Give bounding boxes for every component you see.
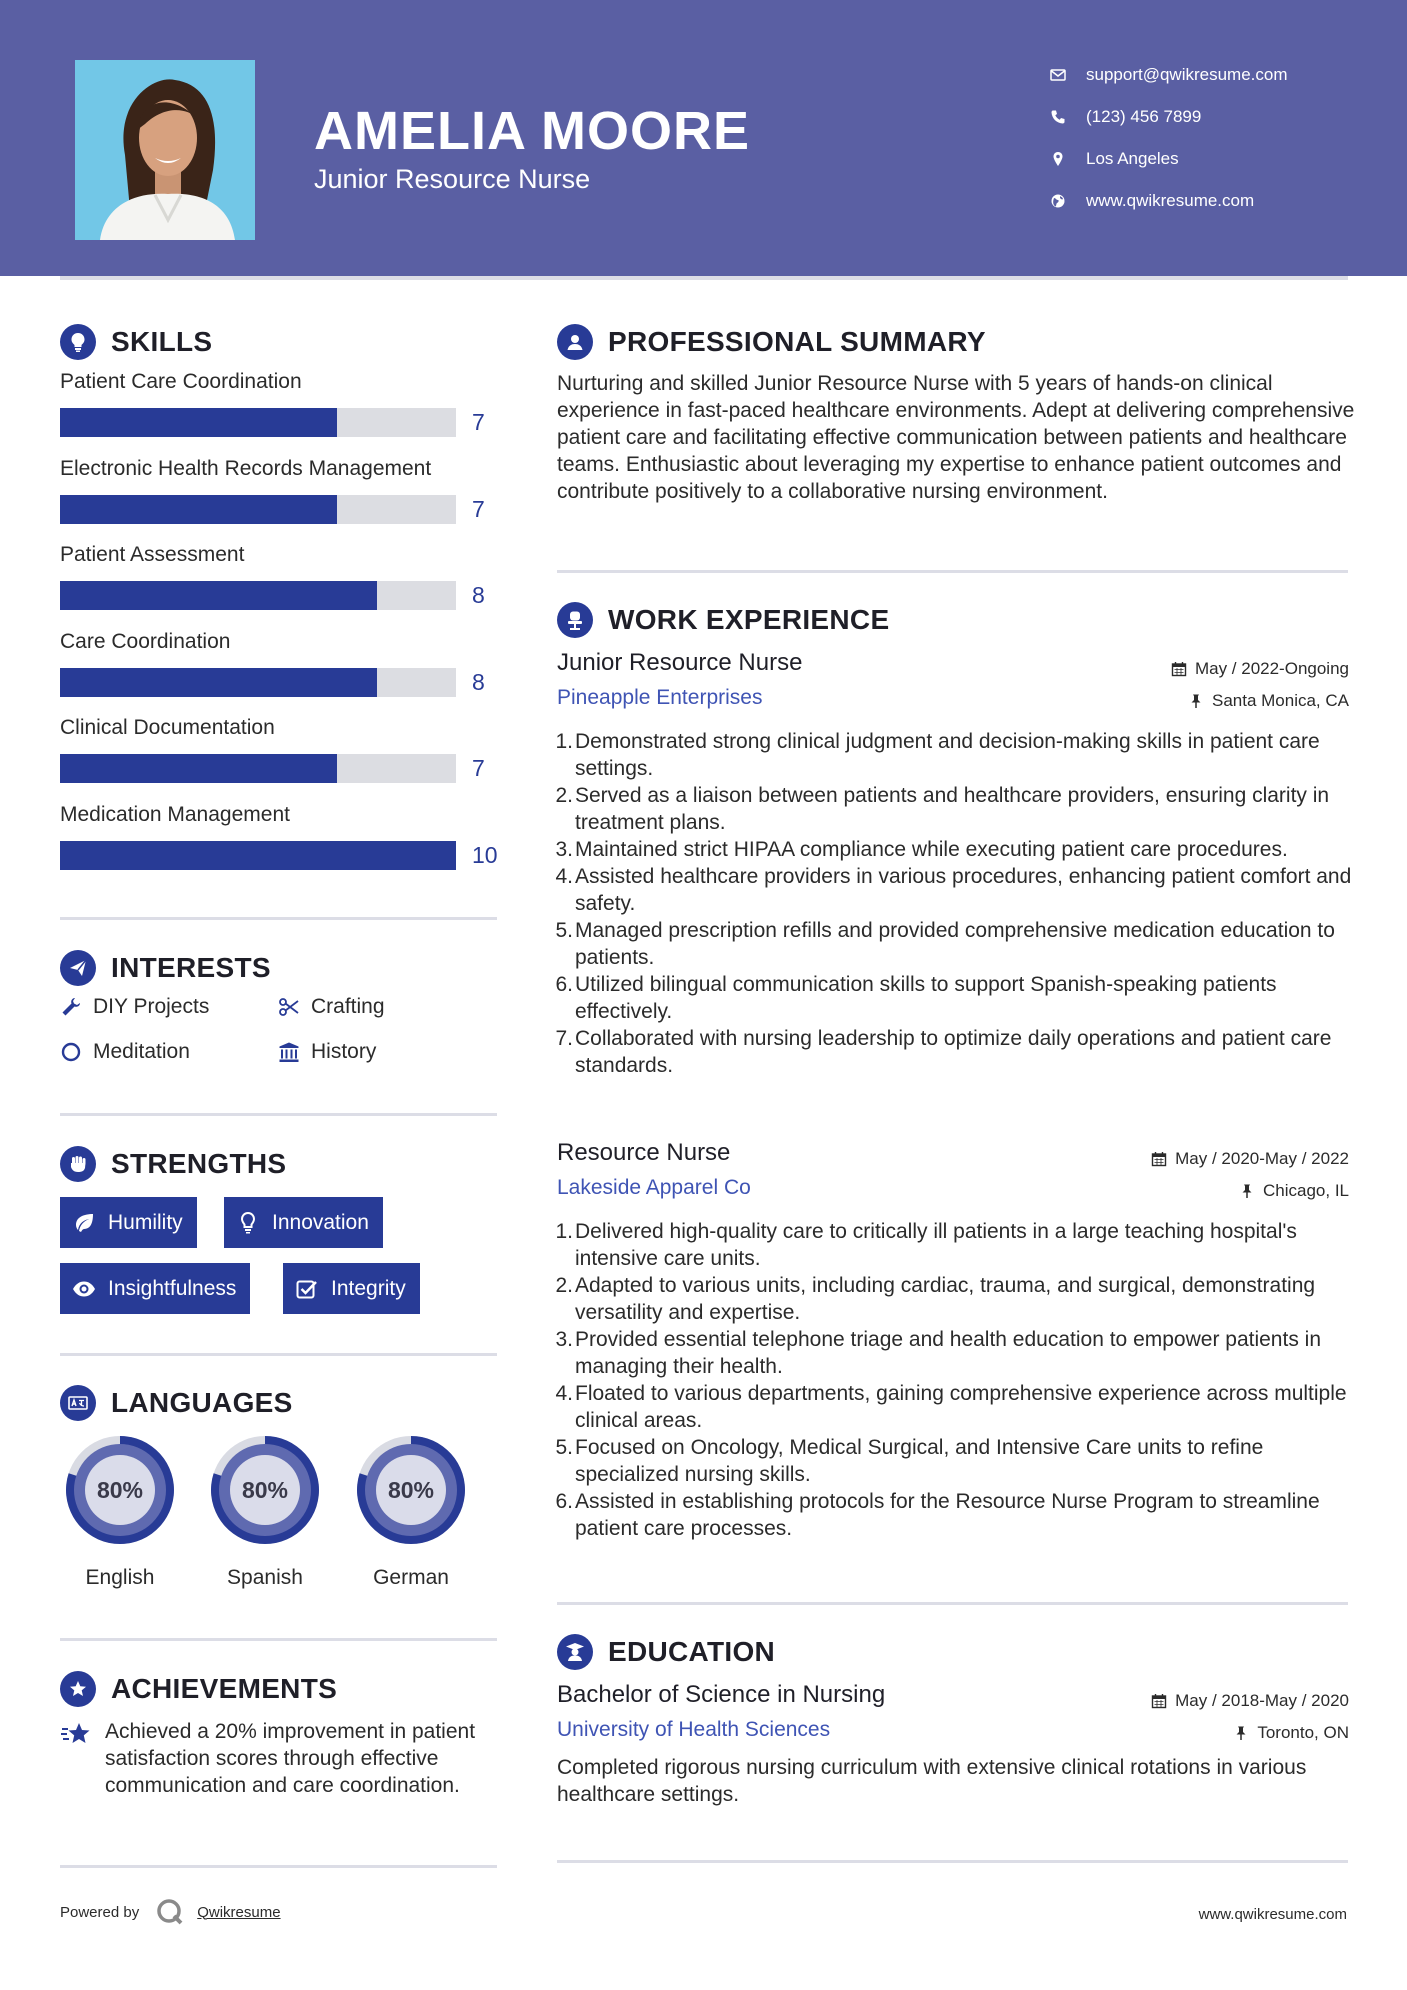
- contact-website-text: www.qwikresume.com: [1086, 191, 1255, 210]
- footer-powered-by: [60, 1897, 281, 1927]
- education-entry: [557, 1681, 1349, 1821]
- museum-icon: [278, 1041, 311, 1063]
- contact-email[interactable]: [1050, 54, 1390, 96]
- skill-name: Electronic Health Records Management: [60, 456, 432, 480]
- skills-list: [60, 370, 500, 889]
- achievement-item: [60, 1718, 500, 1799]
- language-percent: 80%: [241, 1477, 289, 1503]
- envelope-icon: [1050, 67, 1086, 83]
- achievement-text: Achieved a 20% improvement in patient satisfaction scores through effective communication and care coordination.: [105, 1720, 476, 1797]
- calendar-icon: [1151, 1693, 1167, 1709]
- contact-email-text: support@qwikresume.com: [1086, 65, 1288, 84]
- education-title: EDUCATION: [608, 1636, 776, 1667]
- skill-value: 7: [472, 755, 485, 781]
- interest-item: [278, 995, 385, 1019]
- job-bullet: [557, 1434, 1357, 1488]
- skill-value: 10: [472, 841, 498, 868]
- skill-bar-fill: [60, 495, 337, 524]
- qwikresume-link[interactable]: Qwikresume: [197, 1903, 281, 1921]
- bullet-text: Focused on Oncology, Medical Surgical, and Intensive Care units to refine specialized nursing skills.: [575, 1436, 1264, 1486]
- section-divider: [557, 1860, 1348, 1863]
- bullet-text: Floated to various departments, gaining comprehensive experience across multiple clinical areas.: [575, 1382, 1347, 1432]
- footer-website[interactable]: www.qwikresume.com: [1198, 1906, 1347, 1923]
- contact-website[interactable]: [1050, 180, 1390, 222]
- experience-heading: [557, 602, 889, 638]
- skill-item: [60, 543, 500, 630]
- job-company[interactable]: Pineapple Enterprises: [557, 686, 763, 709]
- scissors-icon: [278, 996, 311, 1018]
- language-name: English: [85, 1566, 155, 1589]
- interest-label: DIY Projects: [93, 995, 210, 1018]
- skill-name: Patient Care Coordination: [60, 370, 302, 393]
- chair-icon: [557, 602, 593, 638]
- interests-list: [60, 995, 500, 1095]
- raised-fist-icon: [60, 1146, 96, 1182]
- interest-label: Meditation: [93, 1040, 190, 1063]
- job-company[interactable]: Lakeside Apparel Co: [557, 1176, 751, 1199]
- skill-bar: [60, 668, 456, 697]
- education-location: [1233, 1723, 1349, 1743]
- job-location-text: Santa Monica, CA: [1211, 691, 1349, 710]
- candidate-name: AMELIA MOORE: [314, 101, 750, 161]
- education-heading: [557, 1634, 775, 1670]
- bullet-text: Provided essential telephone triage and health education to empower patients in managing their health.: [575, 1328, 1322, 1378]
- education-dates-text: May / 2018-May / 2020: [1175, 1691, 1349, 1710]
- job-bullet: [557, 971, 1357, 1025]
- pushpin-icon: [1233, 1725, 1249, 1741]
- bullet-number: 4.: [555, 865, 573, 888]
- achievements-heading: [60, 1671, 337, 1707]
- summary-text: Nurturing and skilled Junior Resource Nurse with 5 years of hands-on clinical experience in fast-paced healthcare environments. Adept at delivering comprehensive patient care and facilitating effective communication between patients and healthcare teams. Enthusiastic about leveraging my expertise to enhance patient outcomes and contribute positively to a collaborative nursing environment.: [557, 372, 1355, 503]
- job-bullets: [557, 728, 1357, 1079]
- job-bullet: [557, 1380, 1357, 1434]
- checkbox-icon: [295, 1277, 319, 1301]
- job-entry: [557, 1139, 1349, 1559]
- education-school[interactable]: University of Health Sciences: [557, 1718, 831, 1741]
- job-location: [1239, 1181, 1349, 1201]
- job-bullet: [557, 1272, 1357, 1326]
- bullet-number: 3.: [555, 1328, 573, 1351]
- bullet-number: 2.: [555, 784, 573, 807]
- language-icon: [60, 1385, 96, 1421]
- interest-label: History: [311, 1040, 377, 1063]
- strength-badge: [60, 1197, 197, 1248]
- bullet-number: 6.: [555, 973, 573, 996]
- skill-name: Medication Management: [60, 802, 290, 826]
- calendar-icon: [1151, 1151, 1167, 1167]
- bullet-text: Assisted in establishing protocols for the Resource Nurse Program to streamline patient care processes.: [575, 1490, 1320, 1540]
- globe-icon: [1050, 193, 1086, 209]
- interest-item: [60, 995, 209, 1019]
- bullet-text: Managed prescription refills and provided comprehensive medication education to patients.: [575, 919, 1335, 969]
- summary-title: PROFESSIONAL SUMMARY: [608, 326, 986, 357]
- section-divider: [60, 1113, 497, 1116]
- bullet-number: 5.: [555, 1436, 573, 1459]
- section-divider: [60, 917, 497, 920]
- interests-title: INTERESTS: [111, 952, 271, 983]
- skill-bar: [60, 841, 456, 870]
- language-name: German: [373, 1566, 449, 1589]
- skill-item: [60, 630, 500, 717]
- location-pin-icon: [1050, 151, 1086, 167]
- circle-icon: [60, 1041, 93, 1063]
- contact-location-text: Los Angeles: [1086, 149, 1179, 168]
- strength-label: Innovation: [272, 1210, 369, 1234]
- bullet-text: Assisted healthcare providers in various procedures, enhancing patient comfort and safety.: [575, 865, 1352, 915]
- pushpin-icon: [1239, 1183, 1255, 1199]
- language-item: [203, 1428, 327, 1590]
- lightbulb-icon: [236, 1211, 260, 1235]
- language-item: [58, 1428, 182, 1590]
- skill-name: Care Coordination: [60, 629, 231, 653]
- skill-item: [60, 716, 500, 803]
- bullet-number: 5.: [555, 919, 573, 942]
- graduate-icon: [557, 1634, 593, 1670]
- job-role: Junior Resource Nurse: [557, 649, 803, 676]
- job-location-text: Chicago, IL: [1263, 1181, 1349, 1200]
- languages-heading: [60, 1385, 293, 1421]
- skill-bar: [60, 754, 456, 783]
- job-bullet: [557, 1326, 1357, 1380]
- bullet-text: Utilized bilingual communication skills to support Spanish-speaking patients effectively.: [575, 973, 1277, 1023]
- job-dates: [1171, 659, 1349, 679]
- bullet-number: 6.: [555, 1490, 573, 1513]
- skill-item: [60, 803, 500, 890]
- strengths-title: STRENGTHS: [111, 1148, 287, 1179]
- skill-value: 8: [472, 668, 485, 695]
- section-divider: [60, 1353, 497, 1356]
- strength-label: Humility: [108, 1210, 183, 1234]
- education-description: Completed rigorous nursing curriculum with extensive clinical rotations in various healthcare settings.: [557, 1756, 1307, 1806]
- bullet-number: 4.: [555, 1382, 573, 1405]
- strength-badge: [60, 1263, 250, 1314]
- job-bullet: [557, 863, 1357, 917]
- user-icon: [557, 324, 593, 360]
- job-bullet: [557, 1218, 1357, 1272]
- job-location: [1188, 691, 1349, 711]
- languages-title: LANGUAGES: [111, 1387, 293, 1418]
- skill-bar-fill: [60, 408, 337, 437]
- skill-value: 8: [472, 582, 485, 608]
- skill-item: [60, 457, 500, 544]
- language-donut: [203, 1428, 327, 1552]
- bullet-number: 1.: [555, 1220, 573, 1243]
- contact-location: [1050, 138, 1390, 180]
- pushpin-icon: [1188, 693, 1204, 709]
- profile-photo: [75, 60, 255, 240]
- contact-list: [1050, 54, 1390, 222]
- job-entry: [555, 649, 1352, 1109]
- job-bullet: [557, 917, 1357, 971]
- skill-bar-fill: [60, 841, 456, 870]
- skill-name: Patient Assessment: [60, 543, 245, 566]
- summary-heading: [557, 324, 986, 360]
- skills-heading: [60, 324, 212, 360]
- interest-item: [278, 1040, 376, 1064]
- strength-label: Integrity: [331, 1276, 406, 1300]
- bullet-text: Maintained strict HIPAA compliance while executing patient care procedures.: [575, 838, 1288, 861]
- skill-name: Clinical Documentation: [60, 716, 275, 739]
- education-location-text: Toronto, ON: [1257, 1723, 1349, 1742]
- candidate-title: Junior Resource Nurse: [314, 164, 591, 194]
- job-bullet: [557, 1488, 1357, 1542]
- language-percent: 80%: [387, 1477, 435, 1503]
- paper-plane-icon: [60, 950, 96, 986]
- header-divider: [60, 276, 1348, 280]
- language-name: Spanish: [227, 1566, 303, 1589]
- experience-title: WORK EXPERIENCE: [608, 604, 890, 635]
- bullet-number: 7.: [555, 1027, 573, 1050]
- leaf-icon: [72, 1211, 96, 1235]
- strength-label: Insightfulness: [108, 1276, 237, 1300]
- strength-badge: [224, 1197, 383, 1248]
- skill-value: 7: [472, 409, 485, 435]
- skill-bar-fill: [60, 754, 337, 783]
- contact-phone[interactable]: [1050, 96, 1390, 138]
- calendar-icon: [1171, 661, 1187, 677]
- skill-item: [60, 370, 500, 457]
- language-donut: [58, 1428, 182, 1552]
- stars-icon: [60, 1718, 105, 1799]
- language-donut: [349, 1428, 473, 1552]
- language-item: [349, 1428, 473, 1590]
- strengths-heading: [60, 1146, 286, 1182]
- skill-bar: [60, 581, 456, 610]
- interests-heading: [60, 950, 271, 986]
- job-bullet: [557, 728, 1357, 782]
- job-dates-text: May / 2022-Ongoing: [1194, 659, 1349, 678]
- bullet-text: Demonstrated strong clinical judgment and decision-making skills in patient care settings.: [575, 730, 1320, 780]
- language-percent: 80%: [96, 1477, 144, 1503]
- skill-bar-fill: [60, 668, 377, 697]
- section-divider: [60, 1865, 497, 1868]
- lightbulb-icon: [60, 324, 96, 360]
- bullet-number: 2.: [555, 1274, 573, 1297]
- qwikresume-logo-icon: [155, 1897, 185, 1927]
- resume-header: [0, 0, 1407, 276]
- section-divider: [557, 1602, 1348, 1605]
- job-role: Resource Nurse: [557, 1139, 731, 1166]
- job-bullet: [557, 1025, 1357, 1079]
- eye-icon: [72, 1277, 96, 1301]
- star-badge-icon: [60, 1671, 96, 1707]
- bullet-text: Adapted to various units, including cardiac, trauma, and surgical, demonstrating versatility and expertise.: [575, 1274, 1316, 1324]
- skill-value: 7: [472, 495, 485, 522]
- job-bullet: [557, 836, 1357, 863]
- bullet-text: Served as a liaison between patients and healthcare providers, ensuring clarity in treatment plans.: [575, 784, 1330, 834]
- skill-bar: [60, 408, 456, 437]
- job-dates-text: May / 2020-May / 2022: [1175, 1149, 1349, 1168]
- achievements-title: ACHIEVEMENTS: [111, 1673, 338, 1704]
- job-bullets: [557, 1218, 1357, 1542]
- strength-badge: [283, 1263, 420, 1314]
- job-dates: [1151, 1149, 1349, 1169]
- phone-icon: [1050, 109, 1086, 125]
- skill-bar: [60, 495, 456, 524]
- section-divider: [60, 1638, 497, 1641]
- skills-title: SKILLS: [111, 326, 213, 357]
- interest-label: Crafting: [311, 995, 385, 1018]
- powered-by-text: Powered by: [60, 1903, 140, 1921]
- skill-bar-fill: [60, 581, 377, 610]
- wrench-icon: [60, 996, 93, 1018]
- bullet-number: 1.: [555, 730, 573, 753]
- contact-phone-text: (123) 456 7899: [1086, 107, 1202, 126]
- bullet-text: Delivered high-quality care to critically ill patients in a large teaching hospital's intensive care units.: [575, 1220, 1297, 1270]
- section-divider: [557, 570, 1348, 573]
- bullet-number: 3.: [555, 838, 573, 861]
- education-dates: [1151, 1691, 1349, 1711]
- education-degree: Bachelor of Science in Nursing: [557, 1681, 886, 1708]
- interest-item: [60, 1040, 190, 1064]
- job-bullet: [557, 782, 1357, 836]
- bullet-text: Collaborated with nursing leadership to optimize daily operations and patient care standards.: [575, 1027, 1332, 1077]
